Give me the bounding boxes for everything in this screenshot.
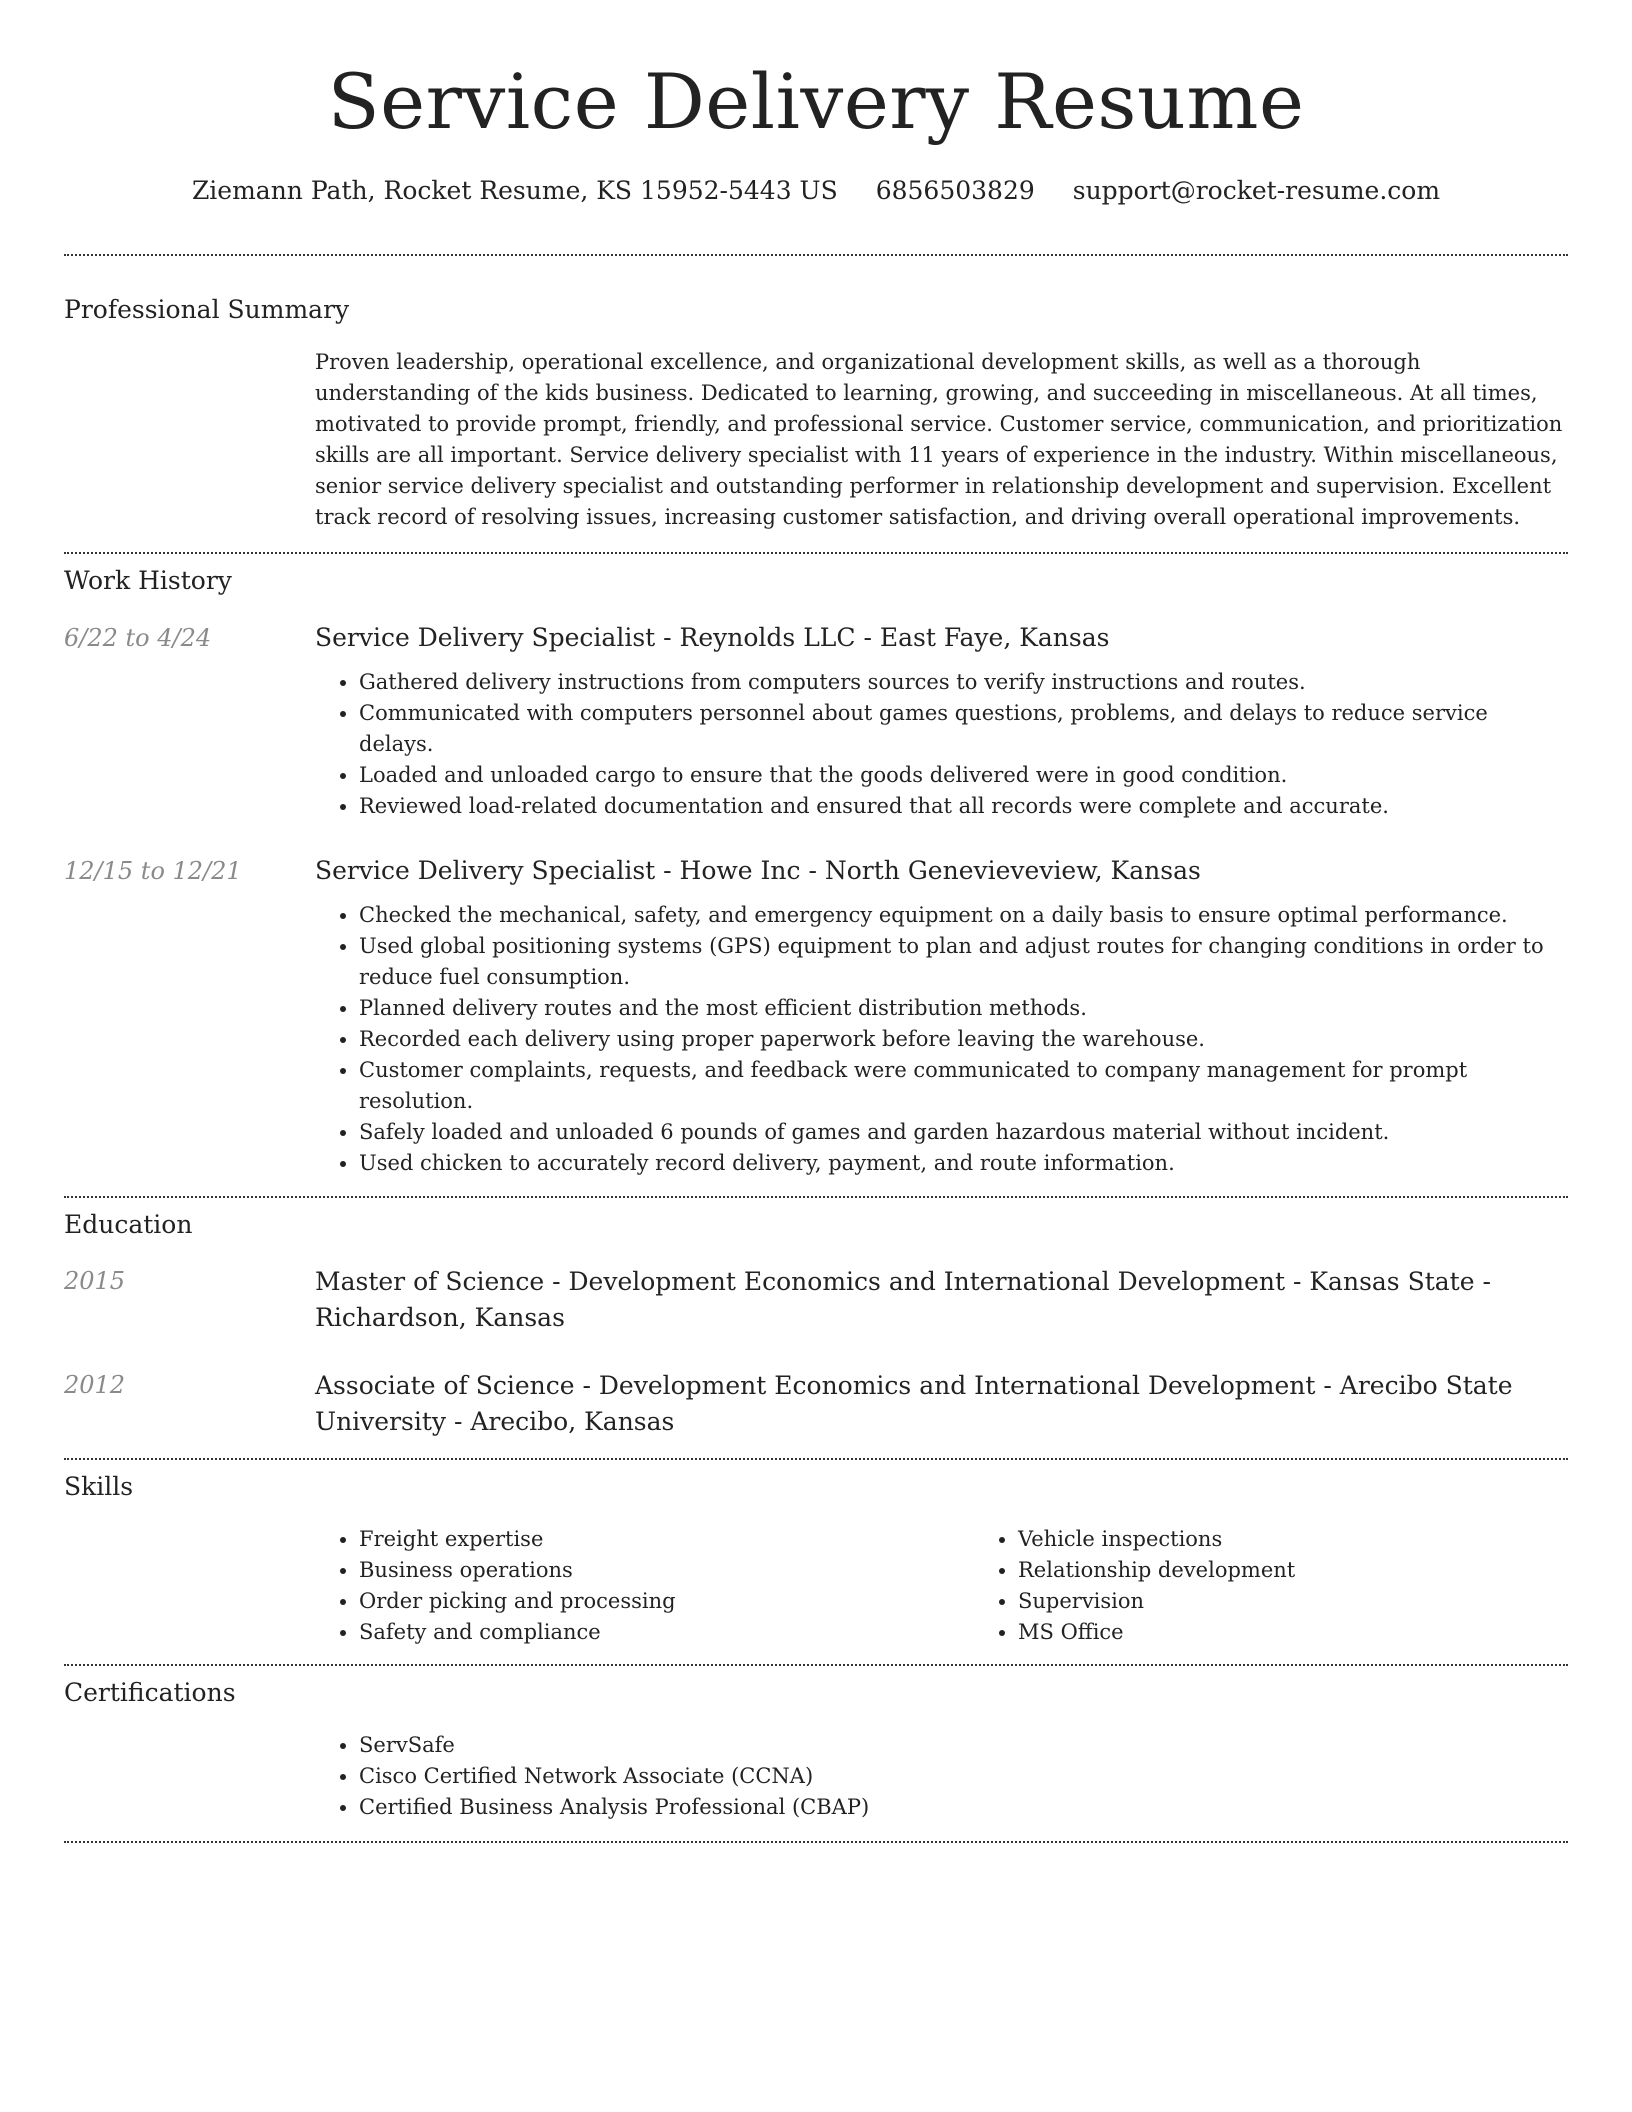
job-bullets (315, 667, 1568, 822)
education-year: 2012 (64, 1371, 126, 1399)
contact-phone: 6856503829 (875, 176, 1035, 205)
summary-row (64, 347, 1568, 533)
section-heading-education: Education (64, 1210, 193, 1239)
list-item: • Checked the mechanical, safety, and emergency equipment on a daily basis to ensure optimal performance. (359, 900, 1568, 931)
section-heading-summary: Professional Summary (64, 295, 350, 324)
divider (64, 1841, 1568, 1843)
list-item: • Freight expertise (359, 1524, 974, 1555)
list-item: • Business operations (359, 1555, 974, 1586)
skills-row (64, 1524, 1568, 1648)
list-item: • Safely loaded and unloaded 6 pounds of games and garden hazardous material without incident. (359, 1117, 1568, 1148)
certifications-section (64, 1666, 1568, 1823)
contact-address: Ziemann Path, Rocket Resume, KS 15952-5443 US (191, 176, 838, 205)
skills-section (64, 1460, 1568, 1648)
job-entry (64, 621, 1568, 822)
summary-text: Proven leadership, operational excellence, and organizational development skills, as well as a thorough understanding of the kids business. Dedicated to learning, growing, and succeeding in miscellaneous. At all times, motivated to provide prompt, friendly, and professional service. Customer service, communication, and prioritization skills are all important. Service delivery specialist with 11 years of experience in the industry. Within miscellaneous, senior service delivery specialist and outstanding performer in relationship development and supervision. Excellent track record of resolving issues, increasing customer satisfaction, and driving overall operational improvements. (315, 350, 1563, 529)
job-title: Service Delivery Specialist - Reynolds LLC - East Faye, Kansas (315, 623, 1110, 652)
list-item: • Planned delivery routes and the most efficient distribution methods. (359, 993, 1568, 1024)
contact-email: support@rocket-resume.com (1072, 176, 1441, 205)
list-item: • Relationship development (1018, 1555, 1632, 1586)
certifications-row (64, 1730, 1568, 1823)
list-item: • Vehicle inspections (1018, 1524, 1632, 1555)
education-entry (64, 1264, 1568, 1336)
job-title: Service Delivery Specialist - Howe Inc - North Genevieveview, Kansas (315, 856, 1201, 885)
skills-list-left (315, 1524, 974, 1648)
list-item: • Used chicken to accurately record delivery, payment, and route information. (359, 1148, 1568, 1179)
list-item: • Certified Business Analysis Professional (CBAP) (359, 1792, 1568, 1823)
job-dates: 12/15 to 12/21 (64, 857, 242, 885)
education-title: Associate of Science - Development Economics and International Development - Arecibo State University - Arecibo, Kansas (315, 1371, 1513, 1436)
job-dates: 6/22 to 4/24 (64, 624, 212, 652)
section-heading-skills: Skills (64, 1472, 134, 1501)
list-item: • Gathered delivery instructions from computers sources to verify instructions and routes. (359, 667, 1568, 698)
job-bullets (315, 900, 1568, 1179)
list-item: • ServSafe (359, 1730, 1568, 1761)
section-heading-certifications: Certifications (64, 1678, 236, 1707)
education-section (64, 1198, 1568, 1440)
list-item: • Customer complaints, requests, and feedback were communicated to company management for prompt resolution. (359, 1055, 1568, 1117)
list-item: • MS Office (1018, 1617, 1632, 1648)
education-year: 2015 (64, 1267, 126, 1295)
list-item: • Cisco Certified Network Associate (CCNA) (359, 1761, 1568, 1792)
section-heading-work: Work History (64, 566, 232, 595)
summary-section (64, 256, 1568, 533)
skills-list-right (974, 1524, 1632, 1648)
education-entry (64, 1368, 1568, 1440)
list-item: • Reviewed load-related documentation and ensured that all records were complete and accurate. (359, 791, 1568, 822)
list-item: • Safety and compliance (359, 1617, 974, 1648)
work-section (64, 554, 1568, 1179)
list-item: • Used global positioning systems (GPS) equipment to plan and adjust routes for changing conditions in order to reduce fuel consumption. (359, 931, 1568, 993)
list-item: • Order picking and processing (359, 1586, 974, 1617)
list-item: • Recorded each delivery using proper paperwork before leaving the warehouse. (359, 1024, 1568, 1055)
resume-title: Service Delivery Resume (327, 57, 1305, 146)
contact-line (64, 174, 1568, 208)
education-title: Master of Science - Development Economics and International Development - Kansas State - Richardson, Kansas (315, 1267, 1491, 1332)
list-item: • Communicated with computers personnel about games questions, problems, and delays to reduce service delays. (359, 698, 1568, 760)
certifications-list (315, 1730, 1568, 1823)
list-item: • Loaded and unloaded cargo to ensure that the goods delivered were in good condition. (359, 760, 1568, 791)
list-item: • Supervision (1018, 1586, 1632, 1617)
job-entry (64, 854, 1568, 1179)
